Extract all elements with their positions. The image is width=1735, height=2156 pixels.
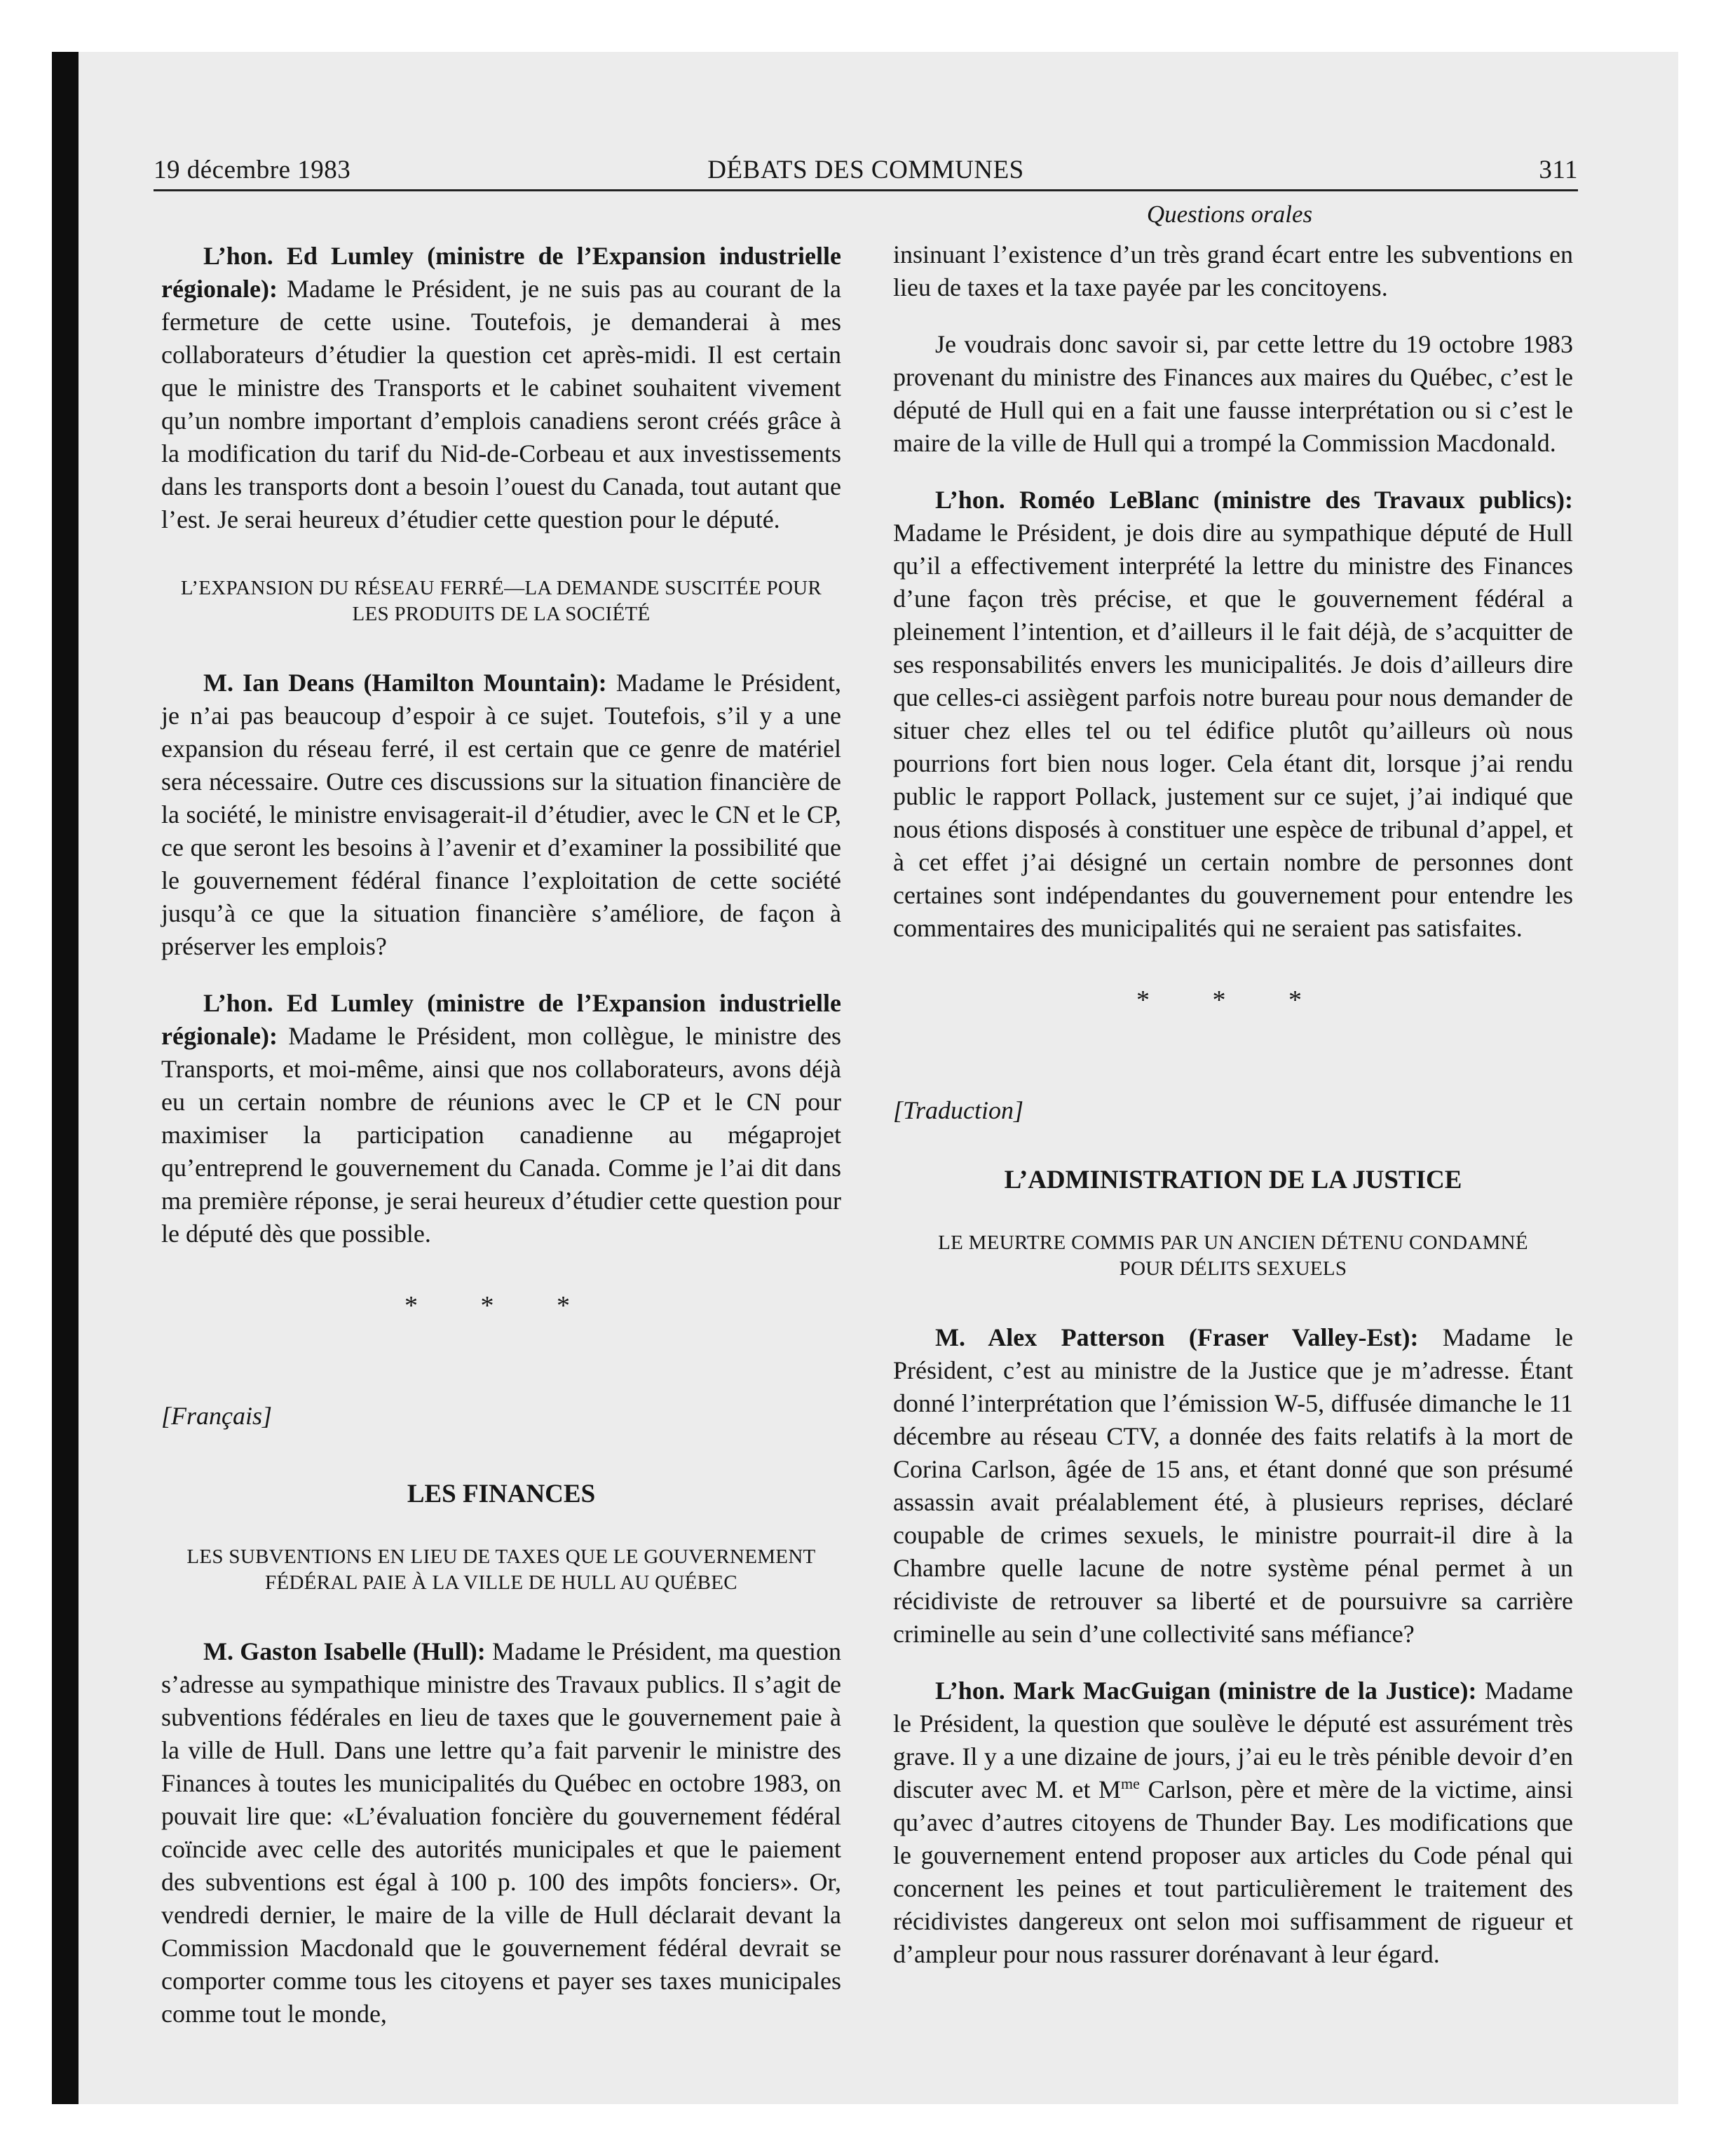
speaker-name: L’hon. Ed Lumley (ministre de l’Expansion industrielle régionale):: [161, 242, 841, 303]
section-title-line: POUR DÉLITS SEXUELS: [1119, 1257, 1347, 1280]
language-marker: [Traduction]: [893, 1096, 1024, 1124]
paragraph: [161, 1635, 841, 2031]
right-column: [893, 238, 1573, 1995]
paragraph: [161, 987, 841, 1250]
paragraph: [161, 667, 841, 963]
page-number: 311: [1539, 156, 1578, 184]
language-marker: [Français]: [161, 1402, 273, 1430]
speech-text: Madame le Président, je dois dire au sympathique député de Hull qu’il a effectivement interprété la lettre du ministre des Finances d’une façon très précise, et que le gouvernement fédéral a pleinement l’intention, et d’ailleurs il le fait déjà, de s’acquitter de ses responsabilités envers les municipalités. Je dois d’ailleurs dire que celles-ci assiègent parfois notre bureau pour nous demander de situer chez elles tel ou tel édifice plutôt qu’ailleurs où nous pourrions fort bien nous loger. Cela étant dit, lorsque j’ai rendu public le rapport Pollack, justement sur ce sujet, j’ai indiqué que nous étions disposés à constituer une espèce de tribunal d’appel, et à cet effet j’ai désigné un certain nombre de personnes dont certaines sont indépendantes du gouvernement pour entendre les commentaires des municipalités qui ne seraient pas satisfaites.: [893, 519, 1573, 942]
section-title-line: LES PRODUITS DE LA SOCIÉTÉ: [352, 603, 651, 625]
section-title-line: LES SUBVENTIONS EN LIEU DE TAXES QUE LE GOUVERNEMENT: [186, 1546, 816, 1568]
paragraph: [161, 240, 841, 536]
section-separator: * * *: [1136, 985, 1330, 1015]
speech-text: Madame le Président, c’est au ministre de la Justice que je m’adresse. Étant donné l’interprétation que l’émission W-5, diffusée dimanche le 11 décembre au réseau CTV, a donnée des faits relatifs à la mort de Corina Carlson, âgée de 15 ans, et étant donné que son présumé assassin avait préalablement été, à plusieurs reprises, déclaré coupable de crimes sexuels, le ministre pourrait-il dire à la Chambre quelle lacune de notre système pénal permet à un récidiviste de retrouver sa liberté et de poursuivre sa carrière criminelle au sein d’une collectivité sans méfiance?: [893, 1323, 1574, 1648]
binding-edge: [52, 52, 79, 2104]
page-header: [154, 149, 1578, 191]
superscript: me: [1121, 1775, 1140, 1792]
speaker-name: M. Alex Patterson (Fraser Valley-Est):: [935, 1323, 1419, 1351]
speech-text: Madame le Président, la question que soulève le député est assurément très grave. Il y a une dizaine de jours, j’ai eu le très pénible devoir d’en discuter avec M. et M: [893, 1677, 1573, 1803]
section-running-head: Questions orales: [1146, 200, 1313, 228]
paragraph: insinuant l’existence d’un très grand écart entre les subventions en lieu de taxes et la taxe payée par les concitoyens.: [893, 240, 1573, 301]
section-title: [893, 1230, 1573, 1282]
speaker-name: L’hon. Ed Lumley (ministre de l’Expansion industrielle régionale):: [161, 989, 841, 1050]
left-column: [161, 240, 841, 2054]
speech-text: Madame le Président, je n’ai pas beaucoup d’espoir à ce sujet. Toutefois, s’il y a une expansion du réseau ferré, il est certain que ce genre de matériel sera nécessaire. Outre ces discussions sur la situation financière de la société, le ministre envisagerait-il d’étudier, avec le CN et le CP, ce que seront les besoins à l’avenir et d’examiner la possibilité que le gouvernement fédéral finance l’exploitation de cette société jusqu’à ce que la situation financière s’améliore, de façon à préserver les emplois?: [161, 669, 841, 960]
main-heading: L’ADMINISTRATION DE LA JUSTICE: [1004, 1166, 1462, 1194]
speaker-name: M. Ian Deans (Hamilton Mountain):: [203, 669, 607, 697]
main-heading: LES FINANCES: [407, 1480, 596, 1508]
speaker-name: L’hon. Roméo LeBlanc (ministre des Travaux publics):: [935, 486, 1573, 514]
paragraph: Je voudrais donc savoir si, par cette lettre du 19 octobre 1983 provenant du ministre des Finances aux maires du Québec, c’est le député de Hull qui en a fait une fausse interprétation ou si c’est le maire de la ville de Hull qui a trompé la Commission Macdonald.: [893, 330, 1573, 457]
header-title: DÉBATS DES COMMUNES: [707, 156, 1024, 184]
paragraph: [893, 1321, 1573, 1651]
speech-text: Madame le Président, mon collègue, le ministre des Transports, et moi-même, ainsi que nos collaborateurs, avons déjà eu un certain nombre de réunions avec le CP et le CN pour maximiser la participation canadienne au mégaprojet qu’entreprend le gouvernement du Canada. Comme je l’ai dit dans ma première réponse, je serai heureux d’étudier cette question pour le député dès que possible.: [161, 1022, 841, 1248]
speaker-name: M. Gaston Isabelle (Hull):: [203, 1637, 486, 1665]
speech-text: Madame le Président, ma question s’adresse au sympathique ministre des Travaux publics. Il s’agit de subventions fédérales en lieu de taxes que le gouvernement paie à la ville de Hull. Dans une lettre qu’a fait parvenir le ministre des Finances à toutes les municipalités du Québec en octobre 1983, on pouvait lire que: «L’évaluation foncière du gouvernement fédéral coïncide avec celle des autorités municipales et que le paiement des subventions est égal à 100 p. 100 des impôts fonciers». Or, vendredi dernier, le maire de la ville de Hull déclarait devant la Commission Macdonald que le gouvernement fédéral devrait se comporter comme tous les citoyens et payer ses taxes municipales comme tout le monde,: [161, 1637, 841, 2028]
section-title: [161, 1544, 841, 1596]
paragraph: [893, 484, 1573, 945]
speech-text: Carlson, père et mère de la victime, ainsi qu’avec d’autres citoyens de Thunder Bay. Les modifications que le gouvernement entend proposer aux articles du Code pénal qui concernent les peines et tout particulièrement le traitement des récidivistes dangereux ont selon moi suffisamment de rigueur et d’ampleur pour nous rassurer dorénavant à leur égard.: [893, 1775, 1573, 1968]
speech-text: Madame le Président, je ne suis pas au courant de la fermeture de cette usine. Toutefois, je demanderai à mes collaborateurs d’étudier la question cet après-midi. Il est certain que le ministre des Transports et le cabinet souhaitent vivement qu’un nombre important d’emplois canadiens seront créés grâce à la modification du tarif du Nid-de-Corbeau et aux investissements dans les transports dont a besoin l’ouest du Canada, tout autant que l’est. Je serai heureux d’étudier cette question pour le député.: [161, 275, 841, 533]
speaker-name: L’hon. Mark MacGuigan (ministre de la Justice):: [935, 1677, 1477, 1705]
section-title-line: FÉDÉRAL PAIE À LA VILLE DE HULL AU QUÉBEC: [265, 1571, 737, 1594]
section-title: [161, 575, 841, 627]
paragraph: [893, 1674, 1573, 1971]
scanned-page: [52, 52, 1678, 2104]
section-separator: * * *: [404, 1291, 598, 1321]
header-date: 19 décembre 1983: [154, 156, 351, 184]
section-title-line: L’EXPANSION DU RÉSEAU FERRÉ—LA DEMANDE SUSCITÉE POUR: [180, 577, 822, 599]
section-title-line: LE MEURTRE COMMIS PAR UN ANCIEN DÉTENU CONDAMNÉ: [938, 1231, 1528, 1254]
